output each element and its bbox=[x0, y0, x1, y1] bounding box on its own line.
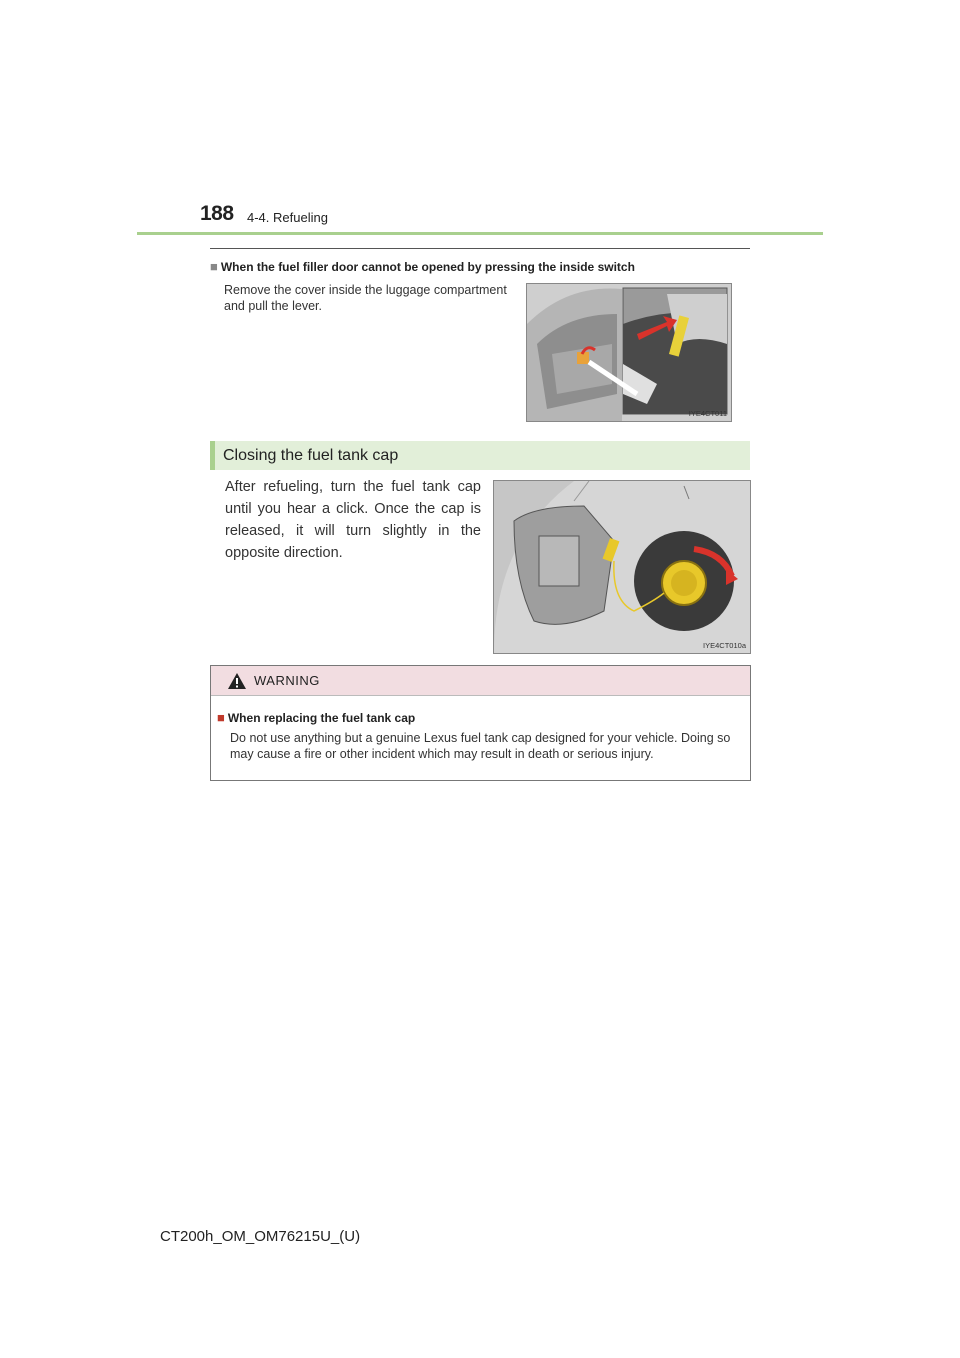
inside-switch-body: Remove the cover inside the luggage compartment and pull the lever. bbox=[224, 283, 507, 313]
header-rule bbox=[137, 232, 823, 235]
section-title: 4-4. Refueling bbox=[247, 210, 328, 225]
inside-switch-heading bbox=[210, 259, 635, 274]
closing-body: After refueling, turn the fuel tank cap until you hear a click. Once the cap is released, it will turn slightly in the opposite direction. bbox=[225, 479, 481, 561]
warning-title: WARNING bbox=[254, 673, 320, 688]
warning-triangle-icon bbox=[228, 673, 246, 689]
closing-heading-box bbox=[210, 441, 750, 470]
figure-code: IYE4CT011 bbox=[688, 409, 727, 418]
square-bullet-icon: ■ bbox=[217, 710, 225, 725]
warning-body: Do not use anything but a genuine Lexus fuel tank cap designed for your vehicle. Doing so may cause a fire or other incident which may result in death or serious injury. bbox=[230, 731, 731, 761]
warning-header bbox=[211, 666, 750, 696]
fuel-cap-figure bbox=[493, 480, 751, 654]
luggage-lever-illustration bbox=[527, 284, 731, 421]
heading-accent-bar bbox=[210, 441, 215, 470]
fuel-cap-illustration bbox=[494, 481, 750, 653]
footer-doc-code: CT200h_OM_OM76215U_(U) bbox=[160, 1228, 361, 1245]
warning-box bbox=[210, 665, 751, 781]
warning-subheading bbox=[217, 710, 415, 725]
square-bullet-icon: ■ bbox=[210, 259, 218, 274]
divider bbox=[210, 248, 750, 249]
warning-subheading-text: When replacing the fuel tank cap bbox=[227, 711, 416, 725]
page-number: 188 bbox=[200, 202, 234, 225]
luggage-lever-figure bbox=[526, 283, 732, 422]
figure-code: IYE4CT010a bbox=[703, 641, 746, 650]
closing-heading: Closing the fuel tank cap bbox=[223, 447, 399, 464]
inside-switch-heading-text: When the fuel filler door cannot be opened by pressing the inside switch bbox=[220, 260, 635, 274]
